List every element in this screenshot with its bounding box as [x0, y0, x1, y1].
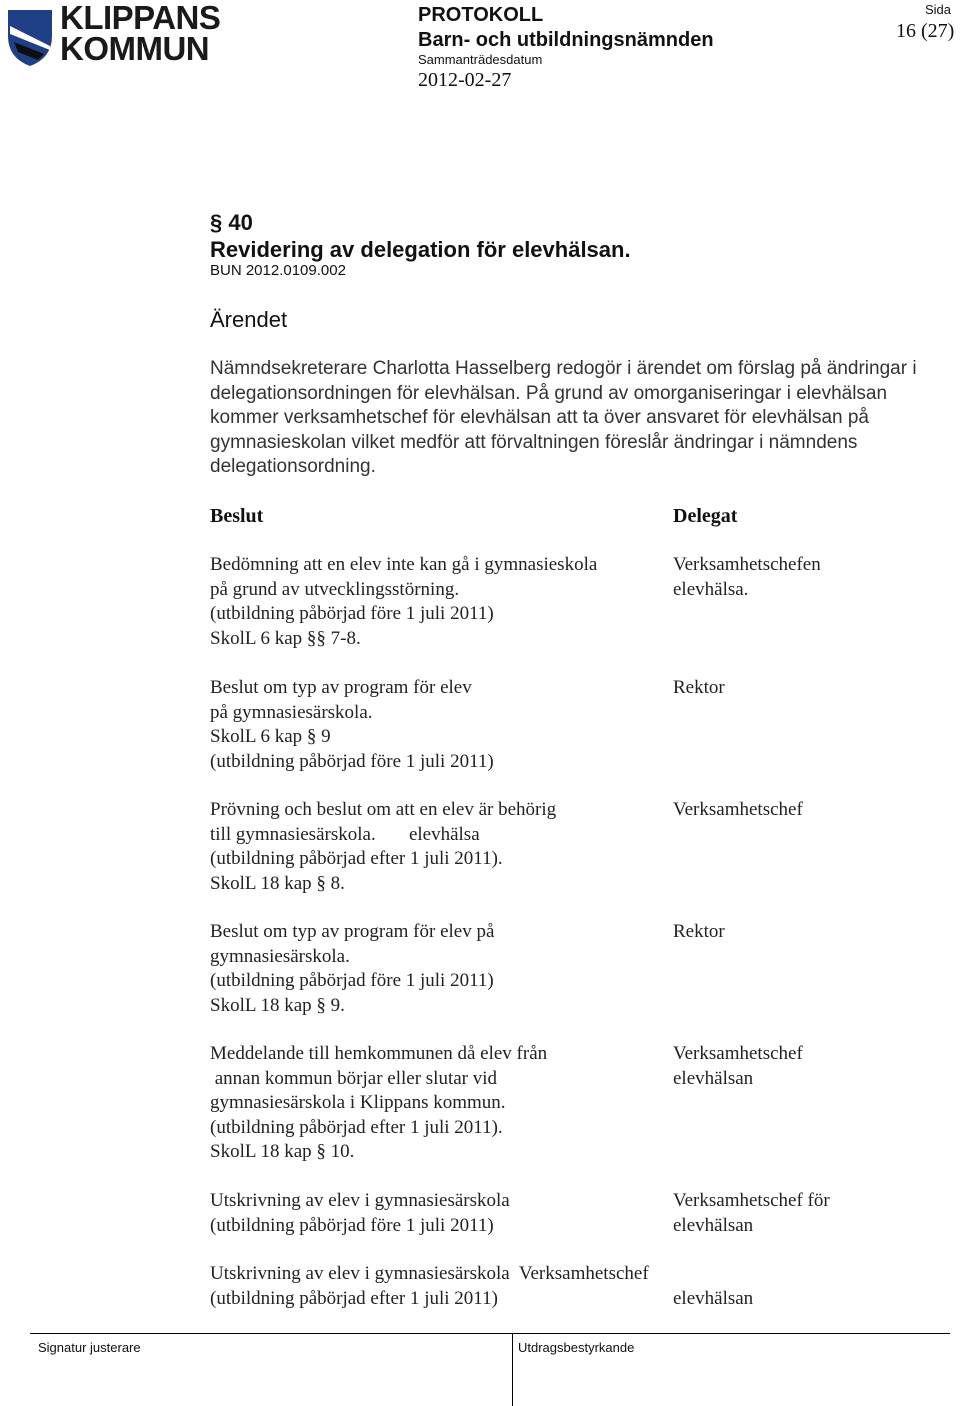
section-number: § 40 [210, 210, 253, 235]
beslut-item: Utskrivning av elev i gymnasiesärskola Verksamhetschef (utbildning påbörjad efter 1 juli 2011) [210, 1263, 649, 1309]
delegat-item: elevhälsan [673, 1287, 754, 1309]
arendet-paragraph: Nämndsekreterare Charlotta Hasselberg redogör i ärendet om förslag på ändringar i delegationsordningen för elevhälsan. På grund av omorganiseringar i elevhälsan kommer verksamhetschef för elevhälsan att ta över ansvaret för elevhälsan på gymnasieskolan vilket medför att förvaltningen föreslår ändringar i nämndens delegationsordning. [210, 358, 917, 477]
beslut-item: Bedömning att en elev inte kan gå i gymnasieskola på grund av utvecklingsstörning. (utbildning påbörjad före 1 juli 2011) SkolL 6 kap §§ 7-8. [210, 554, 598, 649]
footer-rule [30, 1333, 950, 1334]
document-type: PROTOKOLL [418, 4, 544, 26]
case-reference: BUN 2012.0109.002 [210, 262, 346, 279]
arendet-heading: Ärendet [210, 307, 288, 332]
delegat-item: Verksamhetschef för elevhälsan [673, 1190, 830, 1236]
signature-label: Signatur justerare [38, 1340, 141, 1355]
logo-text: KLIPPANS KOMMUN [60, 0, 221, 67]
delegat-item: Verksamhetschefen elevhälsa. [673, 554, 821, 600]
delegat-item: Rektor [673, 921, 725, 942]
beslut-item: Meddelande till hemkommunen då elev från annan kommun börjar eller slutar vid gymnasiesärskola i Klippans kommun. (utbildning påbörjad efter 1 juli 2011). SkolL 18 kap § 10. [210, 1043, 548, 1162]
delegat-item: Rektor [673, 677, 725, 698]
beslut-item: Utskrivning av elev i gymnasiesärskola (utbildning påbörjad före 1 juli 2011) [210, 1190, 510, 1236]
extract-label: Utdragsbestyrkande [518, 1340, 635, 1355]
delegat-item: Verksamhetschef [673, 799, 803, 820]
delegat-column-header: Delegat [673, 505, 738, 527]
page-number: 16 (27) [896, 20, 955, 42]
beslut-item: Beslut om typ av program för elev på gymnasiesärskola. (utbildning påbörjad före 1 juli 2011) SkolL 18 kap § 9. [210, 921, 495, 1016]
page-label: Sida [925, 2, 952, 17]
beslut-column-header: Beslut [210, 505, 264, 527]
meeting-date: 2012-02-27 [418, 69, 512, 91]
committee-name: Barn- och utbildningsnämnden [418, 29, 714, 51]
meeting-date-label: Sammanträdesdatum [418, 52, 543, 67]
coat-of-arms-icon [4, 6, 56, 68]
beslut-item: Beslut om typ av program för elev på gymnasiesärskola. SkolL 6 kap § 9 (utbildning påbörjad före 1 juli 2011) [210, 677, 494, 772]
footer-divider [512, 1333, 513, 1406]
beslut-item: Prövning och beslut om att en elev är behörig till gymnasiesärskola. elevhälsa (utbildning påbörjad efter 1 juli 2011). SkolL 18 kap § 8. [210, 799, 557, 894]
section-title: Revidering av delegation för elevhälsan. [210, 237, 631, 262]
delegat-item: Verksamhetschef elevhälsan [673, 1043, 803, 1089]
